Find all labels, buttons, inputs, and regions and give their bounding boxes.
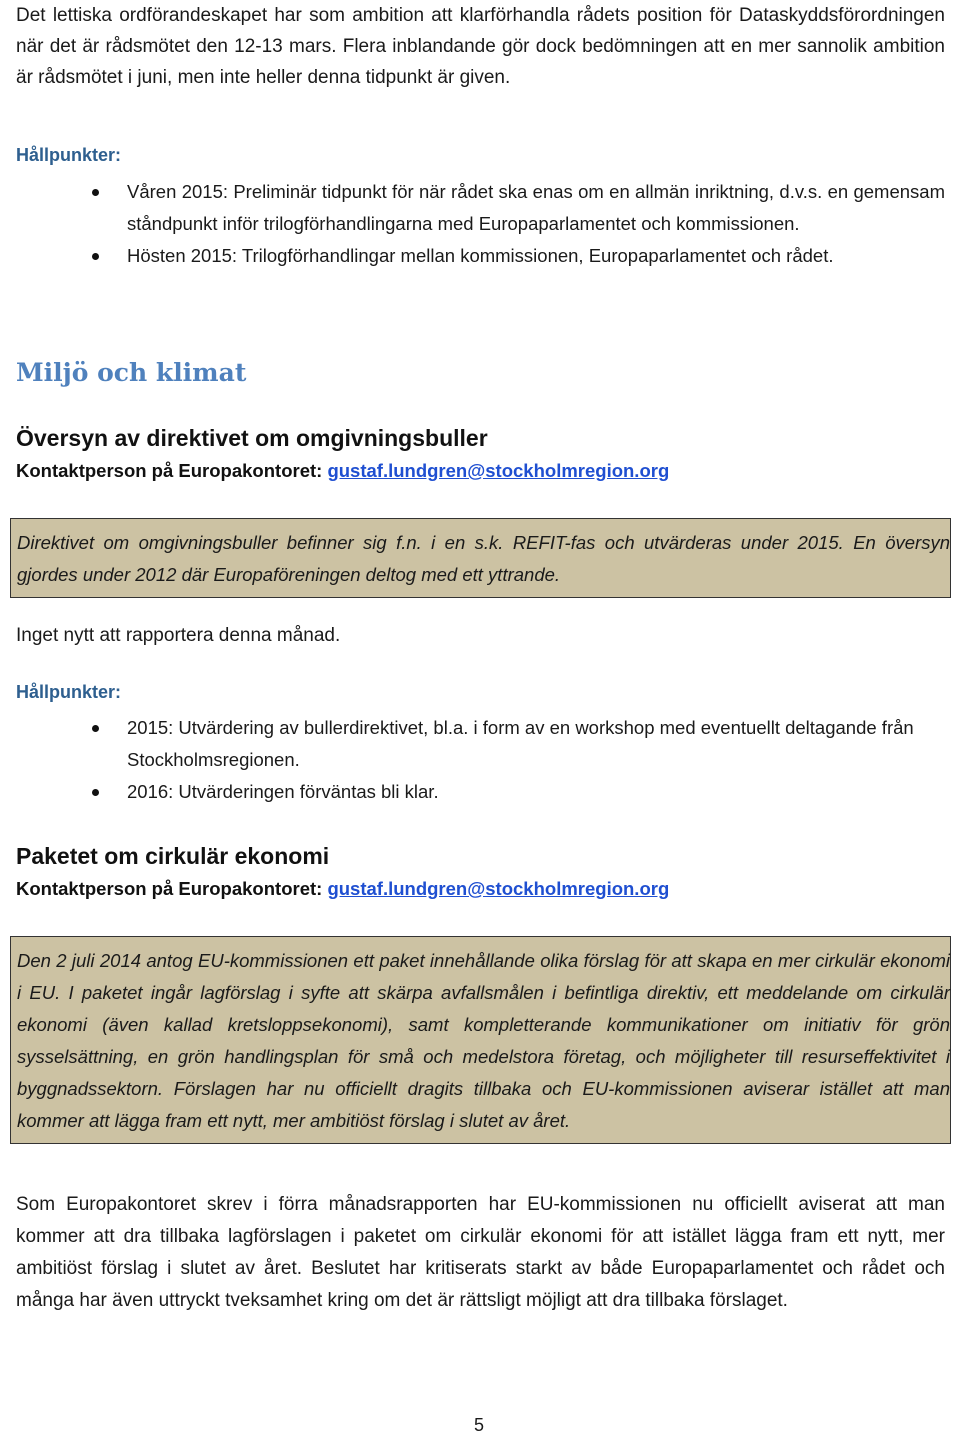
list-item: 2016: Utvärderingen förväntas bli klar.: [16, 776, 945, 808]
bullet-icon: [92, 789, 99, 796]
list-item: Våren 2015: Preliminär tidpunkt för när rådet ska enas om en allmän inriktning, d.v.s. en gemensam ståndpunkt inför trilogförhandlingarna med Europaparlamentet och kommissionen.: [16, 176, 945, 240]
subsection-heading: Paketet om cirkulär ekonomi: [16, 843, 330, 869]
page-number: 5: [474, 1415, 485, 1435]
body-paragraph: Som Europakontoret skrev i förra månadsrapporten har EU-kommissionen nu officiellt aviserat att man kommer att dra tillbaka lagförslagen i paketet om cirkulär ekonomi för att istället lägga fram ett nytt, mer ambitiöst förslag i slutet av året. Beslutet har kritiserats starkt av både Europaparlamentet och rådet och många har även uttryckt tveksamhet kring om det är rättsligt möjligt att dra tillbaka förslaget.: [16, 1194, 945, 1311]
intro-paragraph: Det lettiska ordförandeskapet har som ambition att klarförhandla rådets position för Dataskyddsförordningen när det är rådsmötet den 12-13 mars. Flera inblandande gör dock bedömningen att en mer sannolik ambition är rådsmötet i juni, men inte heller denna tidpunkt är given.: [16, 5, 945, 88]
bullet-icon: [92, 189, 99, 196]
subsection-heading: Översyn av direktivet om omgivningsbuller: [16, 425, 488, 451]
contact-line: [16, 460, 669, 482]
section-title: Miljö och klimat: [16, 358, 247, 387]
hallpunkter-label: Hållpunkter:: [16, 682, 122, 702]
summary-text: Direktivet om omgivningsbuller befinner sig f.n. i en s.k. REFIT-fas och utvärderas under 2015. En översyn gjordes under 2012 där Europaföreningen deltog med ett yttrande.: [17, 532, 950, 585]
list-item: Hösten 2015: Trilogförhandlingar mellan kommissionen, Europaparlamentet och rådet.: [16, 240, 945, 272]
hallpunkter-label: Hållpunkter:: [16, 145, 122, 165]
contact-label: Kontaktperson på Europakontoret:: [16, 460, 328, 481]
contact-email-link[interactable]: gustaf.lundgren@stockholmregion.org: [327, 460, 670, 481]
summary-box: [10, 518, 951, 598]
list-item: 2015: Utvärdering av bullerdirektivet, bl.a. i form av en workshop med eventuellt deltagande från Stockholmsregionen.: [16, 712, 945, 776]
contact-line: [16, 878, 669, 900]
bullet-icon: [92, 725, 99, 732]
contact-label: Kontaktperson på Europakontoret:: [16, 878, 328, 899]
summary-box: [10, 936, 951, 1144]
milestone-list: [16, 712, 945, 808]
summary-text: Den 2 juli 2014 antog EU-kommissionen ett paket innehållande olika förslag för att skapa en mer cirkulär ekonomi i EU. I paketet ingår lagförslag i syfte att skärpa avfallsmålen i befintliga direktiv, ett meddelande om cirkulär ekonomi (även kallad kretsloppsekonomi), samt kompletterande kommunikationer om initiativ för grön sysselsättning, en grön handlingsplan för små och medelstora företag, och möjligheter till resurseffektivitet i byggnadssektorn. Förslagen har nu officiellt dragits tillbaka och EU-kommissionen aviserar istället att man kommer att lägga fram ett nytt, mer ambitiöst förslag i slutet av året.: [17, 950, 950, 1131]
contact-email-link[interactable]: gustaf.lundgren@stockholmregion.org: [327, 878, 670, 899]
status-text: Inget nytt att rapportera denna månad.: [16, 625, 341, 646]
milestone-list: [16, 176, 945, 272]
bullet-icon: [92, 253, 99, 260]
